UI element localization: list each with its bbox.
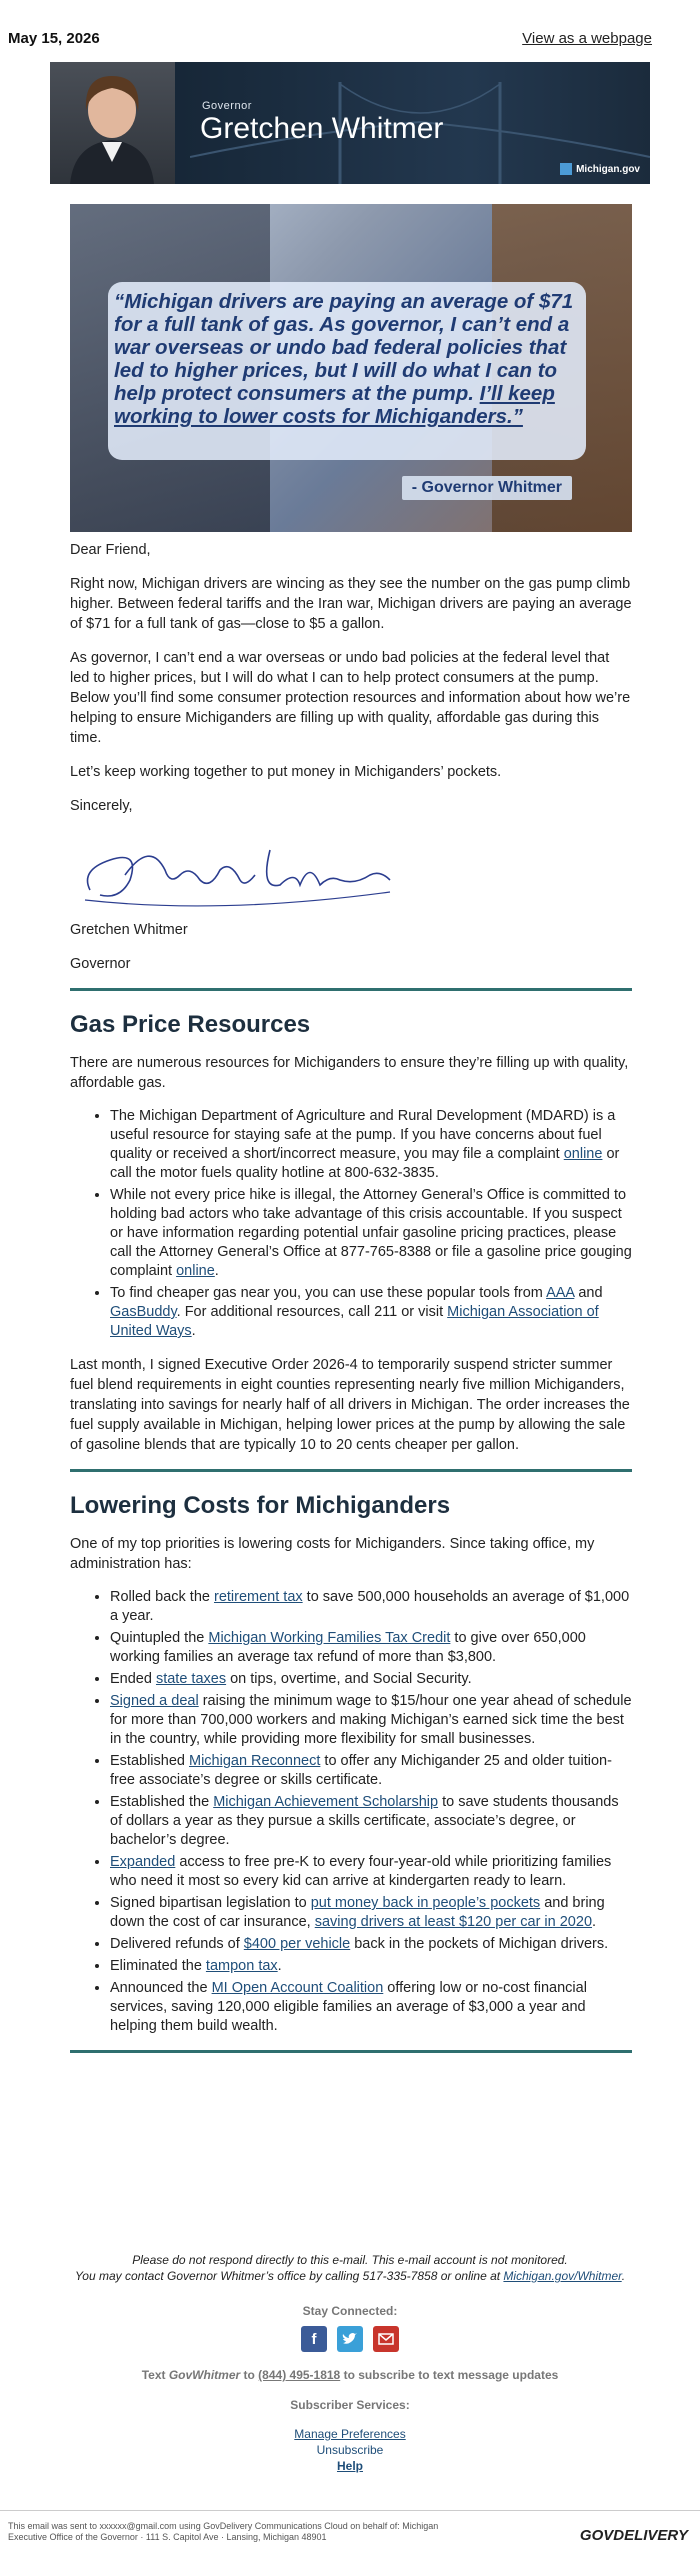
- whitmer-site-link[interactable]: Michigan.gov/Whitmer: [503, 2269, 622, 2283]
- facebook-icon[interactable]: f: [301, 2326, 327, 2352]
- list-item: • While not every price hike is illegal, the Attorney General’s Office is committed to holding bad actors who take advantage of this crisis accountable. If you suspect or have information regarding potential unfair gasoline pricing practices, please call the Attorney General’s Office at 877-765-8388 or file a gasoline price gouging complaint online.: [110, 1186, 632, 1281]
- list-item: • Established Michigan Reconnect to offer any Michigander 25 and older tuition-free associate’s degree or skills certificate.: [110, 1752, 632, 1790]
- achievement-scholarship-link[interactable]: Michigan Achievement Scholarship: [213, 1794, 439, 1810]
- section-divider: [70, 1469, 632, 1472]
- list-item: • The Michigan Department of Agriculture and Rural Development (MDARD) is a useful resource for staying safe at the pump. If you have concerns about fuel quality or received a short/incorrect measure, you may file a complaint online or call the motor fuels quality hotline at 800-632-3835.: [110, 1107, 632, 1183]
- list-item: • Signed bipartisan legislation to put money back in people’s pockets and bring down the cost of car insurance, saving drivers at least $120 per car in 2020.: [110, 1894, 632, 1932]
- list-item: • Quintupled the Michigan Working Families Tax Credit to give over 650,000 working families an average tax refund of more than $3,800.: [110, 1629, 632, 1667]
- quote-main: “Michigan drivers are paying an average of $71 for a full tank of gas. As governor, I can’t end a war overseas or undo bad federal policies that led to higher prices, but I will do what I can to help protect consumers at the pump.: [114, 290, 574, 405]
- retirement-tax-link[interactable]: retirement tax: [213, 1589, 303, 1605]
- signer-name: Gretchen Whitmer: [70, 922, 188, 938]
- hero-quote-image: [70, 204, 632, 532]
- michigan-gov-logo: [560, 163, 640, 175]
- michigan-reconnect-link[interactable]: Michigan Reconnect: [189, 1753, 321, 1769]
- list-item: • Expanded access to free pre-K to every four-year-old while prioritizing families who need it most so every kid can arrive at kindergarten ready to learn.: [110, 1853, 632, 1891]
- issue-date: May 15, 2026: [8, 30, 100, 47]
- list-item: • Announced the MI Open Account Coalition offering low or no-cost financial services, saving 120,000 eligible families an average of $3,000 a year and helping them build wealth.: [110, 1979, 632, 2036]
- working-families-link[interactable]: Michigan Working Families Tax Credit: [208, 1630, 451, 1646]
- list-item: • Eliminated the tampon tax.: [110, 1957, 632, 1976]
- letter-paragraph-3: Let’s keep working together to put money in Michiganders’ pockets.: [70, 764, 502, 780]
- unsubscribe-link[interactable]: Unsubscribe: [316, 2443, 384, 2457]
- michigan-logo-icon: [560, 163, 572, 175]
- list-item: • Delivered refunds of $400 per vehicle back in the pockets of Michigan drivers.: [110, 1935, 632, 1954]
- letter-content: [70, 540, 632, 2061]
- list-item: • Rolled back the retirement tax to save 500,000 households an average of $1,000 a year.: [110, 1588, 632, 1626]
- governor-portrait: [50, 62, 175, 184]
- footer: [0, 2252, 700, 2474]
- gas-resources-list: [110, 1107, 632, 1341]
- legal-text: This email was sent to xxxxxx@gmail.com using GovDelivery Communications Cloud on behalf of: Michigan Executive Office of the Governor · 111 S. Capitol Ave · Lansing, Michigan 48901: [8, 2521, 439, 2542]
- govdelivery-logo: GOVDELIVERY: [579, 2527, 688, 2544]
- header-banner: [50, 62, 650, 184]
- sms-keyword: GovWhitmer: [168, 2368, 241, 2382]
- help-link[interactable]: Help: [336, 2459, 363, 2473]
- banner-role: Governor: [202, 100, 252, 112]
- top-bar: [0, 0, 700, 62]
- list-item: • To find cheaper gas near you, you can use these popular tools from AAA and GasBuddy. For additional resources, call 211 or visit Michigan Association of United Ways.: [110, 1284, 632, 1341]
- sms-subscribe-text: Text GovWhitmer to (844) 495-1818 to subscribe to text message updates: [141, 2368, 559, 2382]
- quote-highlight: I’ll keep working to lower costs for Michiganders.”: [114, 382, 555, 428]
- social-links: [0, 2326, 700, 2352]
- quote-attribution: - Governor Whitmer: [402, 476, 572, 500]
- saving-drivers-link[interactable]: saving drivers at least $120 per car in 2020: [314, 1914, 593, 1930]
- twitter-icon[interactable]: [337, 2326, 363, 2352]
- tampon-tax-link[interactable]: tampon tax: [205, 1958, 278, 1974]
- open-account-link[interactable]: MI Open Account Coalition: [211, 1980, 384, 1996]
- banner-name: Gretchen Whitmer: [200, 112, 444, 145]
- manage-preferences-link[interactable]: Manage Preferences: [294, 2427, 406, 2441]
- letter-paragraph-2: As governor, I can’t end a war overseas or undo bad policies at the federal level that led to higher prices, but I will do what I can to help protect consumers at the pump. Below you’ll find some consumer protection resources and information about how we’re helping to ensure Michiganders are filling up with quality, affordable gas during this time.: [70, 650, 631, 746]
- sms-number-link[interactable]: (844) 495-1818: [258, 2368, 341, 2382]
- closing: Sincerely,: [70, 798, 133, 814]
- section-divider: [70, 2050, 632, 2053]
- executive-order-paragraph: Last month, I signed Executive Order 2026-4 to temporarily suspend stricter summer fuel blend requirements in eight counties representing nearly five million Michiganders, translating into savings for nearly half of all drivers in Michigan. The order increases the fuel supply available in Michigan, helping lower prices at the pump by allowing the sale of gasoline blends that are typically 10 to 20 cents cheaper per gallon.: [70, 1357, 630, 1453]
- gasbuddy-link[interactable]: GasBuddy: [110, 1304, 177, 1320]
- list-item: • Signed a deal raising the minimum wage to $15/hour one year ahead of schedule for more than 700,000 workers and making Michigan’s earned sick time the best in the country, while providing more flexibility for small businesses.: [110, 1692, 632, 1749]
- letter-paragraph-1: Right now, Michigan drivers are wincing as they see the number on the gas pump climb higher. Between federal tariffs and the Iran war, Michigan drivers are paying an average of $71 for a full tank of gas—close to $5 a gallon.: [70, 576, 632, 632]
- list-item: • Ended state taxes on tips, overtime, and Social Security.: [110, 1670, 632, 1689]
- signature-image: [70, 830, 632, 910]
- email-icon[interactable]: [373, 2326, 399, 2352]
- expanded-prek-link[interactable]: Expanded: [110, 1854, 176, 1870]
- signer-title: Governor: [70, 956, 131, 972]
- section-divider: [70, 988, 632, 991]
- united-ways-link[interactable]: Michigan Association of United Ways: [110, 1304, 599, 1339]
- state-taxes-link[interactable]: state taxes: [155, 1671, 227, 1687]
- contact-line: You may contact Governor Whitmer’s office by calling 517-335-7858 or online at Michigan.gov/Whitmer.: [74, 2269, 626, 2283]
- mdard-online-link[interactable]: online: [563, 1146, 603, 1162]
- stay-connected-label: Stay Connected:: [302, 2304, 398, 2318]
- list-item: • Established the Michigan Achievement Scholarship to save students thousands of dollars a year as they pursue a skills certificate, associate’s degree, or bachelor’s degree.: [110, 1793, 632, 1850]
- subscriber-services-label: Subscriber Services:: [290, 2398, 410, 2412]
- no-reply-notice: [0, 2252, 700, 2284]
- legal-footer: [0, 2510, 700, 2558]
- refund-link[interactable]: $400 per vehicle: [243, 1936, 351, 1952]
- subscriber-links: [0, 2426, 700, 2474]
- signed-deal-link[interactable]: Signed a deal: [110, 1693, 199, 1709]
- greeting: Dear Friend,: [70, 542, 151, 558]
- gas-intro: There are numerous resources for Michiganders to ensure they’re filling up with quality, affordable gas.: [70, 1055, 629, 1091]
- costs-list: [110, 1588, 632, 2036]
- costs-intro: One of my top priorities is lowering costs for Michiganders. Since taking office, my administration has:: [70, 1536, 595, 1572]
- ag-complaint-link[interactable]: online: [176, 1263, 215, 1279]
- gas-resources-heading: Gas Price Resources: [70, 1011, 311, 1038]
- aaa-link[interactable]: AAA: [546, 1285, 575, 1301]
- no-reply-line: Please do not respond directly to this e-mail. This e-mail account is not monitored.: [132, 2253, 568, 2267]
- quote-text: [114, 290, 592, 428]
- view-as-webpage-link[interactable]: View as a webpage: [522, 30, 652, 47]
- michigan-logo-text: Michigan.gov: [576, 163, 640, 175]
- money-back-link[interactable]: put money back in people’s pockets: [310, 1895, 541, 1911]
- lowering-costs-heading: Lowering Costs for Michiganders: [70, 1492, 451, 1519]
